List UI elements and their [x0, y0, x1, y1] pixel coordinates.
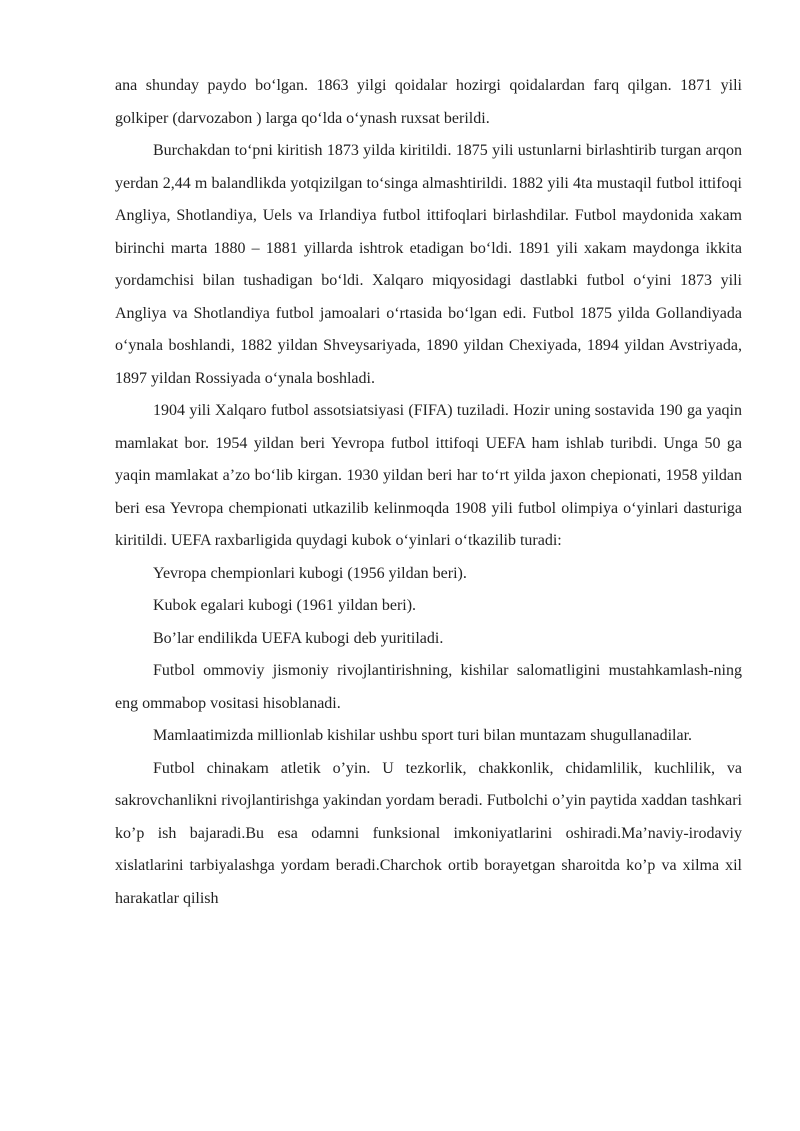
- paragraph-fifa-history-start: ana shunday paydo bo‘lgan. 1863 yilgi qoidalar hozirgi qoidalardan farq qilgan. 1871 yili golkiper (darvozabon ) larga qo‘lda o‘ynash ruxsat berildi.: [115, 77, 742, 127]
- paragraph-cup-winners-cup: Kubok egalari kubogi (1961 yildan beri).: [153, 597, 417, 614]
- paragraph-uefa-cup: Bo’lar endilikda UEFA kubogi deb yuritiladi.: [153, 629, 444, 647]
- paragraph-fifa-uefa: 1904 yili Xalqaro futbol assotsiatsiyasi (FIFA) tuziladi. Hozir uning sostavida 190 ga yaqin mamlakat bor. 1954 yildan beri Yevropa futbol ittifoqi UEFA ham ishlab turibdi. Unga 50 ga yaqin mamlakat a’zo bo‘lib kirgan. 1930 yildan beri har to‘rt yilda jaxon chepionati, 1958 yildan beri esa Yevropa chempionati utkazilib kelinmoqda 1908 yili futbol olimpiya o‘yinlari dasturiga kiritildi. UEFA raxbarligida quydagi kubok o‘yinlari o‘tkazilib turadi:: [115, 402, 742, 549]
- document-page: [115, 70, 742, 915]
- paragraph-mass-health: Futbol ommoviy jismoniy rivojlantirishning, kishilar salomatligini mustahkamlash-ning eng ommabop vositasi hisoblanadi.: [115, 662, 742, 712]
- paragraph-millions-players: Mamlaatimizda millionlab kishilar ushbu sport turi bilan muntazam shugullanadilar.: [153, 727, 693, 744]
- paragraph-european-champions-cup: Yevropa chempionlari kubogi (1956 yildan beri).: [153, 564, 467, 582]
- paragraph-athletic-game: Futbol chinakam atletik o’yin. U tezkorlik, chakkonlik, chidamlilik, kuchlilik, va sakrovchanlikni rivojlantirishga yakindan yordam beradi. Futbolchi o’yin paytida xaddan tashkari ko’p ish bajaradi.Bu esa odamni funksional imkoniyatlarini oshiradi.Ma’naviy-irodaviy xislatlarini tarbiyalashga yordam beradi.Charchok ortib borayetgan sharoitda ko’p va xilma xil harakatlar qilish: [115, 759, 742, 907]
- paragraph-rules-evolution: Burchakdan to‘pni kiritish 1873 yilda kiritildi. 1875 yili ustunlarni birlashtirib turgan arqon yerdan 2,44 m balandlikda yotqizilgan to‘singa almashtirildi. 1882 yili 4ta mustaqil futbol ittifoqi Angliya, Shotlandiya, Uels va Irlandiya futbol ittifoqlari birlashdilar. Futbol maydonida xakam birinchi marta 1880 – 1881 yillarda ishtrok etadigan bo‘ldi. 1891 yili xakam maydonga ikkita yordamchisi bilan tushadigan bo‘ldi. Xalqaro miqyosidagi dastlabki futbol o‘yini 1873 yili Angliya va Shotlandiya futbol jamoalari o‘rtasida bo‘lgan edi. Futbol 1875 yilda Gollandiyada o‘ynala boshlandi, 1882 yildan Shveysariyada, 1890 yildan Chexiyada, 1894 yildan Avstriyada, 1897 yildan Rossiyada o‘ynala boshladi.: [115, 142, 742, 387]
